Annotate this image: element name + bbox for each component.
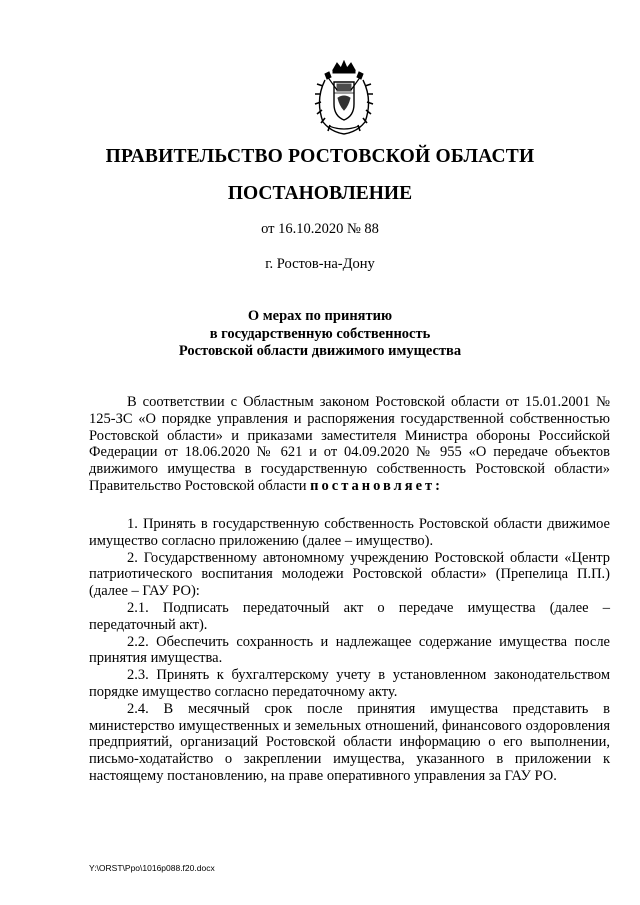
item-1: 1. Принять в государственную собственность Ростовской области движимое имущество согласно приложению (далее – имущество). [89,516,610,549]
item-2-3: 2.3. Принять к бухгалтерскому учету в установленном законодательством порядке имущество согласно передаточному акту. [89,667,610,700]
item-2-4: 2.4. В месячный срок после принятия имущества представить в министерство имущественных и земельных отношений, финансового оздоровления предприятий, организаций Ростовской области информацию о его выполнении, письмо-ходатайство о закреплении имущества, указанного в приложении к настоящему постановлению, на праве оперативного управления за ГАУ РО. [89,700,610,784]
document-type-title: ПОСТАНОВЛЕНИЕ [227,183,413,204]
subject-line-3: Ростовской области движимого имущества [178,343,462,359]
coat-of-arms-emblem [311,60,377,136]
document-subject [120,308,520,361]
preamble [89,394,610,495]
document-date-number: от 16.10.2020 № 88 [261,221,379,237]
resolution-items [89,516,610,785]
footer-file-path: Y:\ORST\Ppo\1016p088.f20.docx [89,863,215,873]
preamble-paragraph [89,394,610,495]
subject-line-2: в государственную собственность [209,325,431,342]
preamble-text: В соответствии с Областным законом Ростовской области от 15.01.2001 № 125-ЗС «О порядке управления и распоряжения государственной собственностью Ростовской области» и приказами заместителя Министра обороны Российской Федерации от 18.06.2020 № 621 и от 04.09.2020 № 955 «О передаче объектов движимого имущества в государственную собственность Ростовской области» Правительство Ростовской области [89,394,610,494]
subject-line-1: О мерах по принятию [247,308,393,324]
item-2-2: 2.2. Обеспечить сохранность и надлежащее содержание имущества после принятия имущества. [89,633,610,667]
government-title: ПРАВИТЕЛЬСТВО РОСТОВСКОЙ ОБЛАСТИ [105,146,535,167]
document-city: г. Ростов-на-Дону [265,256,375,272]
decree-word: постановляет: [310,477,444,494]
item-2: 2. Государственному автономному учреждению Ростовской области «Центр патриотического воспитания молодежи Ростовской области» (Препелица П.П.) (далее – ГАУ РО): [89,549,610,600]
item-2-1: 2.1. Подписать передаточный акт о передаче имущества (далее – передаточный акт). [89,599,610,633]
